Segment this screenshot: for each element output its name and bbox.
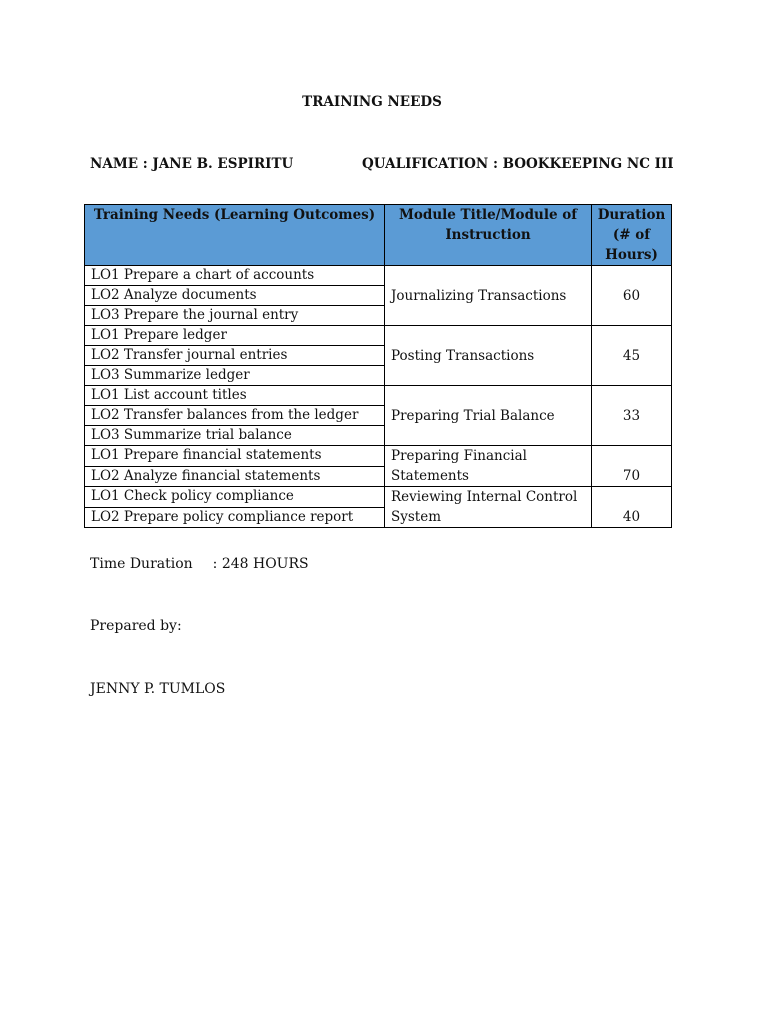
preparer-name: JENNY P. TUMLOS [90,681,226,697]
table-row [85,446,672,467]
module-duration: 40 [592,487,672,528]
time-duration-label: Time Duration [90,556,193,572]
learning-outcome: LO3 Summarize trial balance [85,426,385,446]
table-header-row [85,205,672,266]
table-row [85,487,672,508]
learning-outcome: LO1 Prepare ledger [85,326,385,346]
module-title: Journalizing Transactions [385,266,592,326]
learning-outcome: LO3 Summarize ledger [85,366,385,386]
trainee-name: NAME : JANE B. ESPIRITU [90,156,294,172]
page-title: TRAINING NEEDS [302,94,442,110]
prepared-by-label: Prepared by: [90,618,182,634]
learning-outcome: LO1 Prepare financial statements [85,446,385,467]
table-row [85,386,672,406]
learning-outcome: LO2 Analyze financial statements [85,466,385,487]
module-duration: 60 [592,266,672,326]
module-duration: 45 [592,326,672,386]
header-module-title: Module Title/Module of Instruction [385,205,592,266]
module-duration: 33 [592,386,672,446]
qualification: QUALIFICATION : BOOKKEEPING NC III [362,156,674,172]
module-duration: 70 [592,446,672,487]
header-training-needs: Training Needs (Learning Outcomes) [85,205,385,266]
learning-outcome: LO3 Prepare the journal entry [85,306,385,326]
learning-outcome: LO1 Check policy compliance [85,487,385,508]
training-needs-table [84,204,672,528]
time-duration [90,556,309,572]
module-title: Reviewing Internal Control System [385,487,592,528]
module-title: Preparing Financial Statements [385,446,592,487]
module-title: Preparing Trial Balance [385,386,592,446]
time-duration-value: : 248 HOURS [212,556,309,572]
learning-outcome: LO1 List account titles [85,386,385,406]
learning-outcome: LO2 Transfer balances from the ledger [85,406,385,426]
learning-outcome: LO1 Prepare a chart of accounts [85,266,385,286]
module-title: Posting Transactions [385,326,592,386]
learning-outcome: LO2 Transfer journal entries [85,346,385,366]
learning-outcome: LO2 Prepare policy compliance report [85,507,385,528]
header-duration: Duration (# of Hours) [592,205,672,266]
learning-outcome: LO2 Analyze documents [85,286,385,306]
table-row [85,326,672,346]
table-row [85,266,672,286]
